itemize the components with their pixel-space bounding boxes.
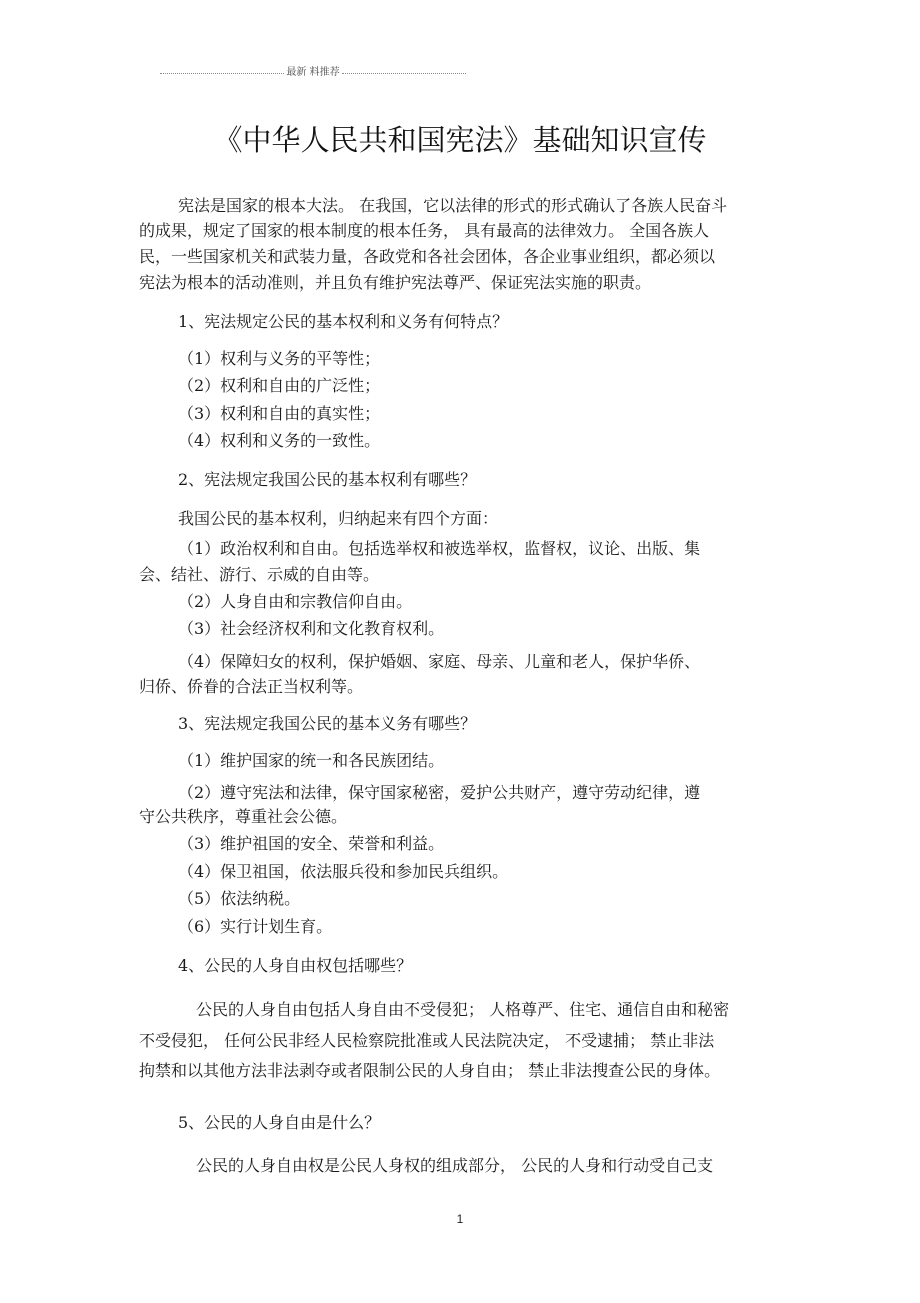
- text-line-q3-a5: （5）依法纳税。: [178, 889, 301, 908]
- text-line-q2-intro: 我国公民的基本权利，归纳起来有四个方面：: [178, 509, 499, 528]
- text-line-q1-a3: （3）权利和自由的真实性；: [178, 404, 381, 423]
- text-line-q1-a2: （2）权利和自由的广泛性；: [178, 376, 381, 395]
- text-line-q1-a1: （1）权利与义务的平等性；: [178, 349, 381, 368]
- header-text: 最新 料推荐: [286, 67, 340, 78]
- text-line-q2: 2、宪法规定我国公民的基本权利有哪些？: [178, 470, 477, 489]
- text-line-q5-a1: 公民的人身自由权是公民人身权的组成部分， 公民的人身和行动受自己支: [196, 1156, 714, 1175]
- text-line-q3-a2: （2）遵守宪法和法律，保守国家秘密，爱护公共财产，遵守劳动纪律，遵: [178, 783, 701, 802]
- text-line-q2-a4-cont: 归侨、侨眷的合法正当权利等。: [139, 677, 364, 696]
- text-line-q4-a3: 拘禁和以其他方法非法剥夺或者限制公民的人身自由； 禁止非法搜查公民的身体。: [139, 1061, 721, 1080]
- document-title: 《中华人民共和国宪法》基础知识宣传: [213, 123, 707, 157]
- text-line-q2-a1-cont: 会、结社、游行、示威的自由等。: [139, 565, 380, 584]
- text-line-q1: 1、宪法规定公民的基本权利和义务有何特点？: [178, 312, 509, 331]
- text-line-q2-a1: （1）政治权利和自由。包括选举权和被选举权，监督权，议论、出版、集: [178, 539, 701, 558]
- text-line-intro-2: 的成果，规定了国家的根本制度的根本任务， 具有最高的法律效力。 全国各族人: [139, 221, 710, 240]
- text-line-q5: 5、公民的人身自由是什么？: [178, 1113, 381, 1132]
- text-line-q3-a3: （3）维护祖国的安全、荣誉和利益。: [178, 834, 445, 853]
- text-line-q2-a3: （3）社会经济权利和文化教育权利。: [178, 619, 445, 638]
- text-line-q4: 4、公民的人身自由权包括哪些？: [178, 956, 413, 975]
- text-line-q4-a2: 不受侵犯， 任何公民非经人民检察院批准或人民法院决定， 不受逮捕； 禁止非法: [139, 1031, 715, 1050]
- text-line-intro-3: 民，一些国家机关和武装力量，各政党和各社会团体，各企业事业组织，都必须以: [139, 247, 716, 266]
- text-line-q1-a4: （4）权利和义务的一致性。: [178, 431, 381, 450]
- header-dotted-rule-right: [342, 73, 466, 74]
- text-line-q3-a1: （1）维护国家的统一和各民族团结。: [178, 751, 445, 770]
- page-number: 1: [456, 1212, 464, 1226]
- header-dotted-rule-left: [160, 73, 284, 74]
- text-line-q2-a2: （2）人身自由和宗教信仰自由。: [178, 592, 413, 611]
- page-header: [160, 66, 466, 80]
- text-line-q3-a6: （6）实行计划生育。: [178, 917, 333, 936]
- text-line-q3-a2-cont: 守公共秩序，尊重社会公德。: [139, 807, 348, 826]
- text-line-q3: 3、宪法规定我国公民的基本义务有哪些？: [178, 714, 477, 733]
- text-line-intro-4: 宪法为根本的活动准则，并且负有维护宪法尊严、保证宪法实施的职责。: [139, 273, 652, 292]
- text-line-q4-a1: 公民的人身自由包括人身自由不受侵犯； 人格尊严、住宅、通信自由和秘密: [196, 1000, 730, 1019]
- text-line-intro-1: 宪法是国家的根本大法。 在我国，它以法律的形式的形式确认了各族人民奋斗: [178, 196, 728, 215]
- text-line-q2-a4: （4）保障妇女的权利，保护婚姻、家庭、母亲、儿童和老人，保护华侨、: [178, 652, 701, 671]
- text-line-q3-a4: （4）保卫祖国，依法服兵役和参加民兵组织。: [178, 862, 509, 881]
